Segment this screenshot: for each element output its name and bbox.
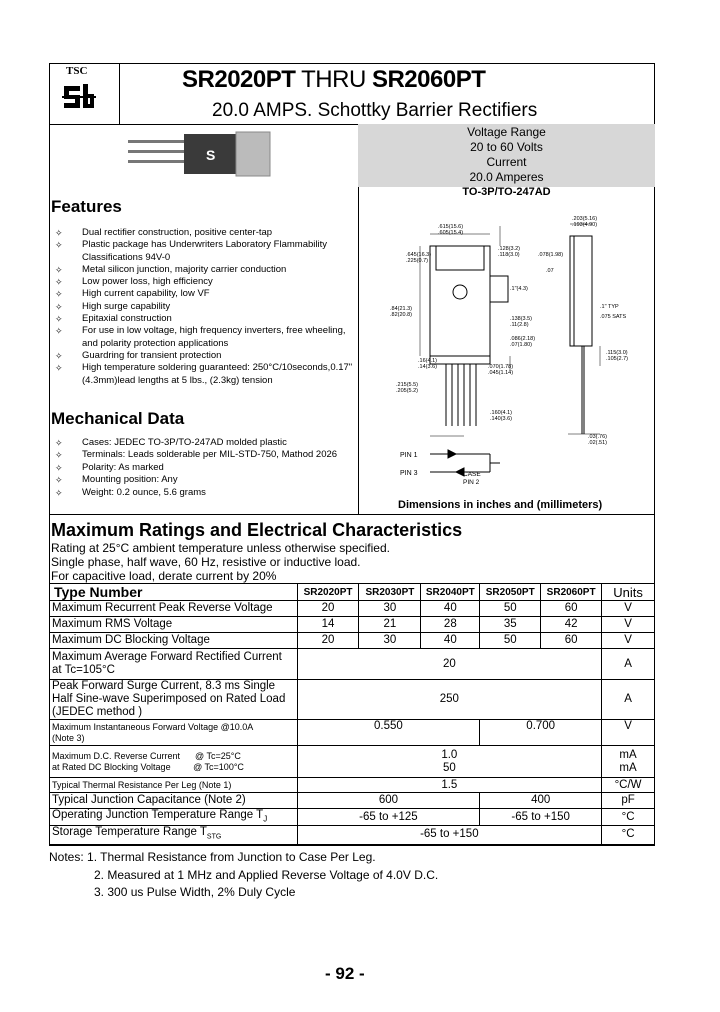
bullet-icon: ✧	[55, 350, 63, 361]
pin1-label: PIN 1	[400, 452, 418, 459]
row-label: Typical Junction Capacitance (Note 2)	[50, 793, 298, 809]
cell-unit: pF	[602, 793, 655, 809]
current-value: 20.0 Amperes	[469, 170, 544, 184]
row-label: Maximum RMS Voltage	[50, 617, 298, 633]
dimension-label: .605(15.4)	[438, 230, 464, 236]
list-item	[52, 462, 362, 474]
cell-unit: A	[602, 680, 655, 720]
dimension-label: .045(1.14)	[488, 370, 514, 376]
cell-unit: V	[602, 617, 655, 633]
list-item-text: For use in low voltage, high frequency inverters, free wheeling, and polarity protection applications	[82, 325, 346, 349]
list-item	[52, 350, 362, 362]
pin2-label: PIN 2	[463, 479, 480, 486]
row-label	[50, 720, 298, 746]
list-item	[52, 227, 362, 239]
cell-value: -65 to +150	[297, 826, 602, 844]
table-row	[50, 720, 655, 746]
cell-unit: V	[602, 720, 655, 746]
footnote-prefix: Notes:	[49, 850, 88, 864]
logo-divider	[119, 63, 120, 124]
dimension-label: .128(3.2)	[498, 246, 521, 252]
list-item-text: Epitaxial construction	[82, 313, 172, 325]
dimension-label: .84(21.3)	[390, 306, 413, 312]
spec-summary	[358, 124, 655, 187]
voltage-range-label: Voltage Range	[467, 125, 546, 139]
voltage-range-value: 20 to 60 Volts	[470, 140, 543, 154]
dimension-label: .160(4.1)	[490, 410, 513, 416]
package-photo-icon	[128, 130, 278, 180]
logo-mark-icon	[60, 80, 98, 116]
cell-value: 0.700	[480, 720, 602, 746]
footnote-item: 2. Measured at 1 MHz and Applied Reverse Voltage of 4.0V D.C.	[94, 867, 439, 882]
row-label-line: at Tc=105°C	[52, 664, 115, 676]
cell-value: -65 to +150	[480, 809, 602, 826]
cell-unit: °C	[602, 809, 655, 826]
cell-value: 35	[480, 617, 541, 633]
dimension-label: .16(4.1)	[418, 358, 437, 364]
page-title	[182, 66, 485, 94]
current-label: Current	[486, 155, 527, 169]
ratings-table	[49, 583, 655, 845]
pin3-label: PIN 3	[400, 470, 418, 477]
footnote-item: 1. Thermal Resistance from Junction to Case Per Leg.	[87, 850, 376, 864]
rating-note-2: Single phase, half wave, 60 Hz, resistive or inductive load.	[51, 555, 361, 569]
cell-value: 50	[480, 601, 541, 617]
row-label-line: Half Sine-wave Superimposed on Rated Load	[52, 693, 286, 705]
cell-value: 14	[297, 617, 359, 633]
mechanical-list	[52, 437, 362, 499]
list-item-text: High surge capability	[82, 300, 171, 312]
footnote-item: 3. 300 us Pulse Width, 2% Duly Cycle	[94, 885, 296, 899]
row-label	[50, 680, 298, 720]
table-row	[50, 633, 655, 649]
cell-unit: V	[602, 601, 655, 617]
dimension-label: .086(2.18)	[510, 336, 536, 342]
title-thru: THRU	[295, 66, 372, 93]
table-row	[50, 826, 655, 844]
title-part1: SR2020PT	[182, 66, 296, 93]
dimension-label: .078(1.98)	[538, 252, 564, 258]
cell-value: 30	[359, 601, 421, 617]
row-label-text: Storage Temperature Range T	[52, 826, 207, 839]
package-outline-front	[430, 246, 508, 426]
row-label	[50, 809, 298, 826]
value-line: 50	[442, 761, 456, 774]
bullet-icon: ✧	[55, 363, 63, 374]
list-item-text: Cases: JEDEC TO-3P/TO-247AD molded plastic	[82, 437, 287, 448]
list-item-text: Low power loss, high efficiency	[82, 276, 213, 288]
table-header-row	[50, 584, 655, 601]
table-row	[50, 617, 655, 633]
table-row	[50, 680, 655, 720]
list-item	[52, 474, 362, 486]
cell-unit: °C	[602, 826, 655, 844]
cell-unit	[602, 746, 655, 778]
list-item-text: Weight: 0.2 ounce, 5.6 grams	[82, 486, 206, 498]
list-item-text: High current capability, low VF	[82, 288, 210, 300]
features-list	[52, 227, 362, 387]
list-item-text: Metal silicon junction, majority carrier conduction	[82, 263, 287, 275]
table-row	[50, 649, 655, 680]
row-label-line: Maximum D.C. Reverse Current @ Tc=25°C	[52, 750, 241, 761]
bullet-icon: ✧	[55, 475, 63, 486]
dimension-label: .075 SATS	[600, 314, 627, 320]
list-item	[52, 325, 362, 350]
dimension-label: .82(20.8)	[390, 312, 413, 318]
bullet-icon: ✧	[55, 487, 63, 498]
dimension-label: .118(3.0)	[498, 252, 520, 258]
table-row	[50, 809, 655, 826]
dimension-label: .105(2.7)	[606, 356, 629, 362]
footnote-line	[49, 849, 438, 867]
row-label-line: Maximum Average Forward Rectified Current	[52, 651, 282, 663]
cell-value: 20	[297, 649, 602, 680]
list-item-text: Guardring for transient protection	[82, 349, 222, 361]
unit-line: mA	[619, 761, 637, 774]
dimension-label: .615(15.6)	[438, 224, 464, 230]
package-outline-side	[570, 236, 592, 434]
part-header: SR2030PT	[359, 584, 421, 601]
row-label: Typical Thermal Resistance Per Leg (Note 1)	[50, 778, 298, 793]
cell-value: -65 to +125	[297, 809, 480, 826]
dimension-drawing	[360, 206, 654, 496]
part-header: SR2020PT	[297, 584, 359, 601]
package-name: TO-3P/TO-247AD	[462, 186, 551, 198]
row-label-sub: J	[263, 814, 268, 824]
bullet-icon: ✧	[55, 277, 63, 288]
cell-value: 40	[421, 601, 480, 617]
bullet-icon: ✧	[55, 450, 63, 461]
dimension-label: .140(3.6)	[490, 416, 513, 422]
value-line: 1.0	[441, 748, 458, 761]
list-item	[52, 437, 362, 449]
cell-value: 250	[297, 680, 602, 720]
dimension-label: .215(5.5)	[396, 382, 419, 388]
dimension-label: .645(16.3)	[406, 252, 432, 258]
list-item	[52, 449, 362, 461]
cell-value: 20	[297, 601, 359, 617]
part-header: SR2060PT	[541, 584, 602, 601]
row-label-line: (JEDEC method )	[52, 706, 143, 718]
unit-line: mA	[619, 748, 637, 761]
list-item	[52, 239, 362, 264]
row-label: Maximum DC Blocking Voltage	[50, 633, 298, 649]
cell-value: 28	[421, 617, 480, 633]
dimension-label: .1" TYP	[600, 304, 619, 310]
row-label-line: (Note 3)	[52, 732, 85, 743]
cell-value: 21	[359, 617, 421, 633]
rating-note-3: For capacitive load, derate current by 20%	[51, 569, 277, 583]
dimension-label: .225(0.7)	[406, 258, 429, 264]
row-label	[50, 746, 298, 778]
dimension-label: .07(1.80)	[510, 342, 533, 348]
list-item-text: Mounting position: Any	[82, 474, 178, 486]
list-item-text: Polarity: As marked	[82, 461, 164, 473]
cell-value: 42	[541, 617, 602, 633]
row-label-line: Maximum Instantaneous Forward Voltage @10.0A	[52, 721, 254, 732]
mechanical-heading: Mechanical Data	[51, 409, 185, 428]
list-item-text: Plastic package has Underwriters Laboratory Flammability Classifications 94V-0	[82, 239, 327, 263]
cell-value: 40	[421, 633, 480, 649]
case-label: CASE	[463, 471, 481, 478]
bullet-icon: ✧	[55, 289, 63, 300]
cell-value: 30	[359, 633, 421, 649]
dimension-label: .203(5.16)	[572, 216, 598, 222]
table-row	[50, 778, 655, 793]
cell-value: 20	[297, 633, 359, 649]
cell-value: 1.5	[297, 778, 602, 793]
features-heading: Features	[51, 197, 122, 216]
part-header: SR2040PT	[421, 584, 480, 601]
logo-text: TSC	[66, 65, 88, 77]
bullet-icon: ✧	[55, 240, 63, 251]
cell-value	[297, 746, 602, 778]
list-item	[52, 301, 362, 313]
bullet-icon: ✧	[55, 228, 63, 238]
row-label	[50, 826, 298, 844]
dimension-label: .11(2.8)	[510, 322, 529, 328]
cell-value: 60	[541, 601, 602, 617]
row-label: Maximum Recurrent Peak Reverse Voltage	[50, 601, 298, 617]
list-item	[52, 362, 362, 387]
tsc-logo	[52, 66, 116, 121]
cell-value: 50	[480, 633, 541, 649]
dimension-label: .03(.76)	[588, 434, 607, 440]
cell-value: 600	[297, 793, 480, 809]
cell-unit: °C/W	[602, 778, 655, 793]
row-label	[50, 649, 298, 680]
bullet-icon: ✧	[55, 438, 63, 448]
cell-unit: A	[602, 649, 655, 680]
table-row	[50, 601, 655, 617]
cell-value: 400	[480, 793, 602, 809]
bullet-icon: ✧	[55, 264, 63, 275]
dimension-label: .115(3.0)	[606, 350, 628, 356]
row-label-line: Peak Forward Surge Current, 8.3 ms Single	[52, 680, 276, 692]
list-item-text: High temperature soldering guaranteed: 250°C/10seconds,0.17"(4.3mm)lead lengths at 5 lbs., (2.3kg) tension	[82, 362, 353, 386]
list-item-text: Terminals: Leads solderable per MIL-STD-750, Mathod 2026	[82, 449, 338, 461]
bullet-icon: ✧	[55, 326, 63, 337]
part-header: SR2050PT	[480, 584, 541, 601]
list-item	[52, 313, 362, 325]
cell-unit: V	[602, 633, 655, 649]
list-item-text: Dual rectifier construction, positive center-tap	[82, 227, 273, 238]
footnotes	[49, 849, 438, 902]
bullet-icon: ✧	[55, 301, 63, 312]
bullet-icon: ✧	[55, 462, 63, 473]
section-divider	[49, 514, 655, 515]
svg-text:S: S	[206, 147, 216, 163]
units-header: Units	[602, 584, 655, 601]
type-number-header: Type Number	[50, 584, 298, 601]
title-part2: SR2060PT	[371, 66, 486, 93]
dimension-label: .138(3.5)	[510, 316, 533, 322]
dimension-label: .02(.51)	[588, 440, 607, 446]
row-label-line: at Rated DC Blocking Voltage @ Tc=100°C	[52, 761, 244, 772]
dimension-label: .07	[546, 268, 554, 274]
dimension-label: .193(4.90)	[572, 222, 598, 228]
cell-value: 0.550	[297, 720, 480, 746]
list-item	[52, 288, 362, 300]
list-item	[52, 264, 362, 276]
dimension-label: .070(1.78)	[488, 364, 514, 370]
list-item	[52, 276, 362, 288]
page-subtitle: 20.0 AMPS. Schottky Barrier Rectifiers	[212, 100, 538, 121]
cell-value: 60	[541, 633, 602, 649]
page-number: - 92 -	[325, 964, 365, 983]
dimension-label: .205(5.2)	[396, 388, 419, 394]
ratings-heading: Maximum Ratings and Electrical Characteristics	[51, 520, 463, 540]
dimension-label: .14(3.6)	[418, 364, 437, 370]
rating-note-1: Rating at 25°C ambient temperature unless otherwise specified.	[51, 541, 390, 555]
table-row	[50, 793, 655, 809]
dimension-caption: Dimensions in inches and (millimeters)	[398, 499, 603, 511]
table-row	[50, 746, 655, 778]
row-label-sub: STG	[206, 833, 222, 841]
list-item	[52, 487, 362, 499]
row-label-text: Operating Junction Temperature Range T	[52, 809, 264, 821]
bullet-icon: ✧	[55, 314, 63, 325]
dimension-label: .1"(4.3)	[510, 286, 528, 292]
